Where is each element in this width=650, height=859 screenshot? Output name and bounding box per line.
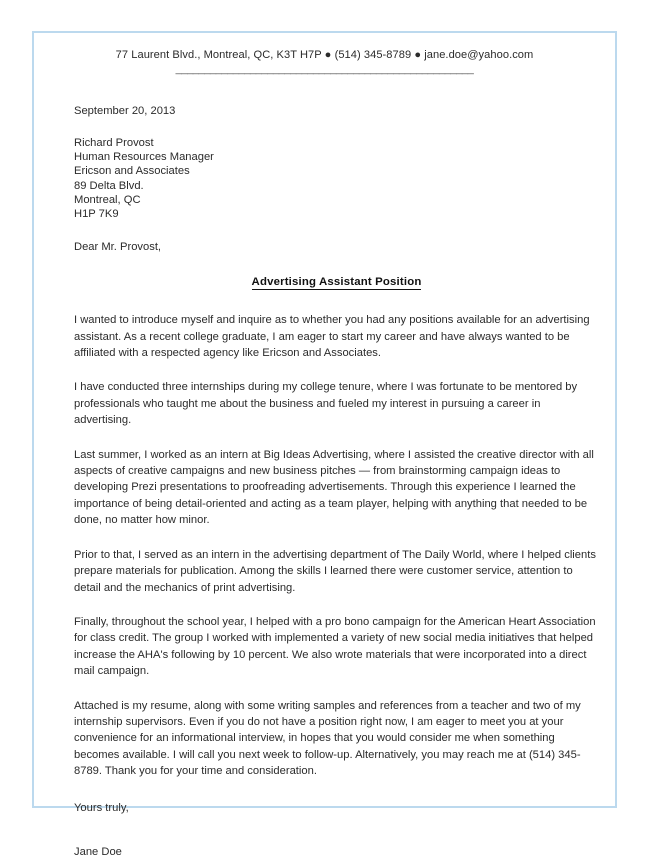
letter-page <box>32 31 617 858</box>
signature-name: Jane Doe <box>74 845 122 858</box>
recipient-line: Richard Provost <box>74 137 154 149</box>
recipient-line: 89 Delta Blvd. <box>74 179 144 192</box>
letter-content <box>34 33 615 858</box>
letterhead <box>34 49 615 75</box>
recipient-line: Ericson and Associates <box>74 165 190 178</box>
subject-heading-text: Advertising Assistant Position <box>251 276 422 289</box>
letter-body <box>74 104 599 859</box>
body-paragraph: I wanted to introduce myself and inquire as to whether you had any positions available for an advertising assistant. As a recent college graduate, I am eager to start my career and have always wanted to be affiliated with a respected agency like Ericson and Associates. <box>74 314 590 360</box>
recipient-line: Human Resources Manager <box>74 151 214 164</box>
body-paragraph: I have conducted three internships during my college tenure, where I was fortunate to be mentored by professionals who taught me about the business and fueled my interest in pursuing a career in advertising. <box>74 381 578 427</box>
recipient-line: Montreal, QC <box>74 193 141 206</box>
body-paragraph: Finally, throughout the school year, I helped with a pro bono campaign for the American Heart Association for class credit. The group I worked with implemented a variety of new social media initiatives that helped increase the AHA's following by 10 percent. We also wrote materials that were incorporated into a direct mail campaign. <box>74 615 596 678</box>
recipient-line: H1P 7K9 <box>74 208 119 221</box>
body-paragraph: Attached is my resume, along with some writing samples and references from a teacher and two of my internship supervisors. Even if you do not have a position right now, I am eager to meet you at your convenience for an informational interview, in hopes that you would consider me when something becomes available. I will call you next week to follow-up. Alternatively, you may reach me at (514) 345-8789. Thank you for your time and consideration. <box>74 699 581 778</box>
body-paragraph: Last summer, I worked as an intern at Big Ideas Advertising, where I assisted the creative director with all aspects of creative campaigns and new business pitches — from brainstorming campaign ideas to developing Prezi presentations to proofreading advertisements. Through this experience I learned the importance of being detail-oriented and acting as a team player, helping with anything that needed to be done, no matter how minor. <box>74 448 594 527</box>
closing-salutation: Yours truly, <box>74 801 129 814</box>
salutation: Dear Mr. Provost, <box>74 241 162 254</box>
subject-heading <box>74 276 599 288</box>
recipient-address-block <box>74 136 599 221</box>
body-paragraph: Prior to that, I served as an intern in the advertising department of The Daily World, where I helped clients prepare materials for publication. Among the skills I learned there were customer service, attention to detail and the mechanics of print advertising. <box>74 548 596 594</box>
letter-date: September 20, 2013 <box>74 105 176 117</box>
letterhead-divider-rule: ____________________________________________________ <box>175 63 474 75</box>
letterhead-contact-line: 77 Laurent Blvd., Montreal, QC, K3T H7P ● (514) 345-8789 ● jane.doe@yahoo.com <box>115 49 534 61</box>
